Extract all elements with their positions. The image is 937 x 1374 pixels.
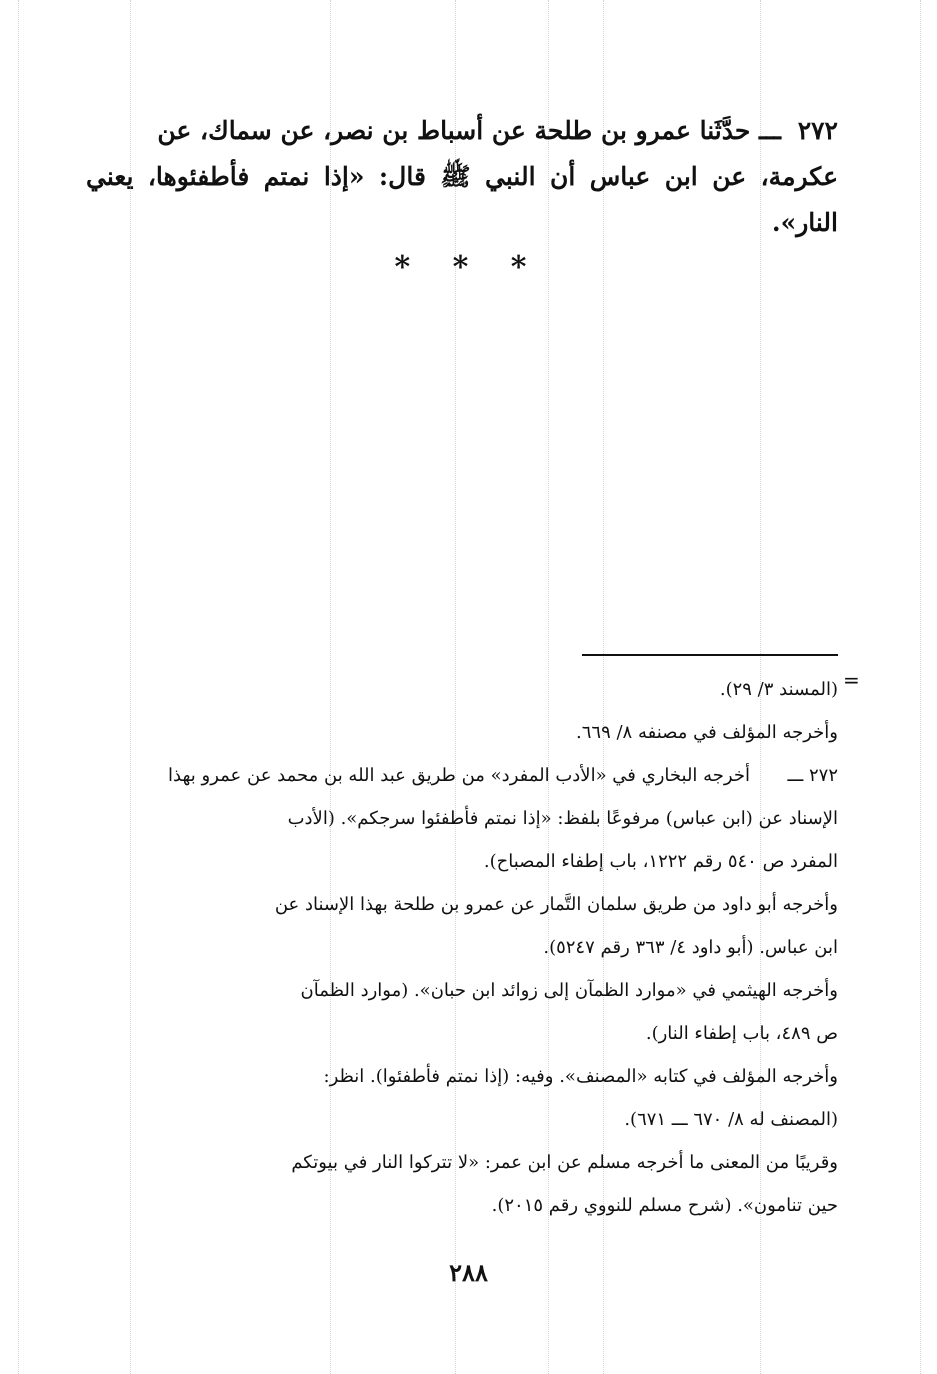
footnote-line: ابن عباس. (أبو داود ٤/ ٣٦٣ رقم ٥٢٤٧). — [543, 937, 838, 958]
footnote-continuation-line: وأخرجه المؤلف في مصنفه ٨/ ٦٦٩. — [576, 722, 838, 743]
footnote-line: الإسناد عن (ابن عباس) مرفوعًا بلفظ: «إذا نمتم فأطفئوا سرجكم». (الأدب — [287, 808, 838, 829]
footnote-line: وأخرجه أبو داود من طريق سلمان التَّمار عن عمرو بن طلحة بهذا الإسناد عن — [274, 894, 838, 915]
footnote-line: حين تنامون». (شرح مسلم للنووي رقم ٢٠١٥). — [491, 1195, 838, 1216]
footnote-number: ٢٧٢ ـــ — [787, 765, 838, 786]
footnote-line: المفرد ص ٥٤٠ رقم ١٢٢٢، باب إطفاء المصباح). — [483, 851, 838, 872]
footnote-line: وقريبًا من المعنى ما أخرجه مسلم عن ابن عمر: «لا تتركوا النار في بيوتكم — [291, 1152, 838, 1173]
footnote-rule — [582, 654, 838, 656]
page-number: ٢٨٨ — [449, 1258, 488, 1287]
footnote-line: وأخرجه الهيثمي في «موارد الظمآن إلى زوائد ابن حبان». (موارد الظمآن — [300, 980, 838, 1001]
footnotes — [86, 668, 838, 1227]
section-separator: * * * — [394, 250, 543, 285]
scan-guide-line — [18, 0, 19, 1374]
hadith-dash: ـــ — [759, 116, 781, 145]
hadith-line-1-text: حدَّثَنا عمرو بن طلحة عن أسباط بن نصر، عن سماك، عن — [157, 116, 751, 145]
footnote-line: ص ٤٨٩، باب إطفاء النار). — [645, 1023, 838, 1044]
footnote-272 — [86, 754, 838, 797]
hadith-line-2: عكرمة، عن ابن عباس أن النبي ﷺ قال: «إذا نمتم فأطفئوها، يعني النار». — [86, 162, 838, 237]
footnote-line: وأخرجه المؤلف في كتابه «المصنف». وفيه: (إذا نمتم فأطفئوا). انظر: — [323, 1066, 838, 1087]
hadith-line-1 — [86, 108, 838, 154]
footnote-line: (المصنف له ٨/ ٦٧٠ ـــ ٦٧١). — [624, 1109, 838, 1130]
footnote-line: أخرجه البخاري في «الأدب المفرد» من طريق عبد الله بن محمد عن عمرو بهذا — [168, 765, 750, 786]
hadith-text — [86, 108, 838, 246]
scan-guide-line — [920, 0, 921, 1374]
hadith-number: ٢٧٢ — [797, 116, 838, 145]
footnote-continuation-line: (المسند ٣/ ٢٩). — [719, 679, 838, 700]
continuation-mark: = — [843, 668, 860, 692]
